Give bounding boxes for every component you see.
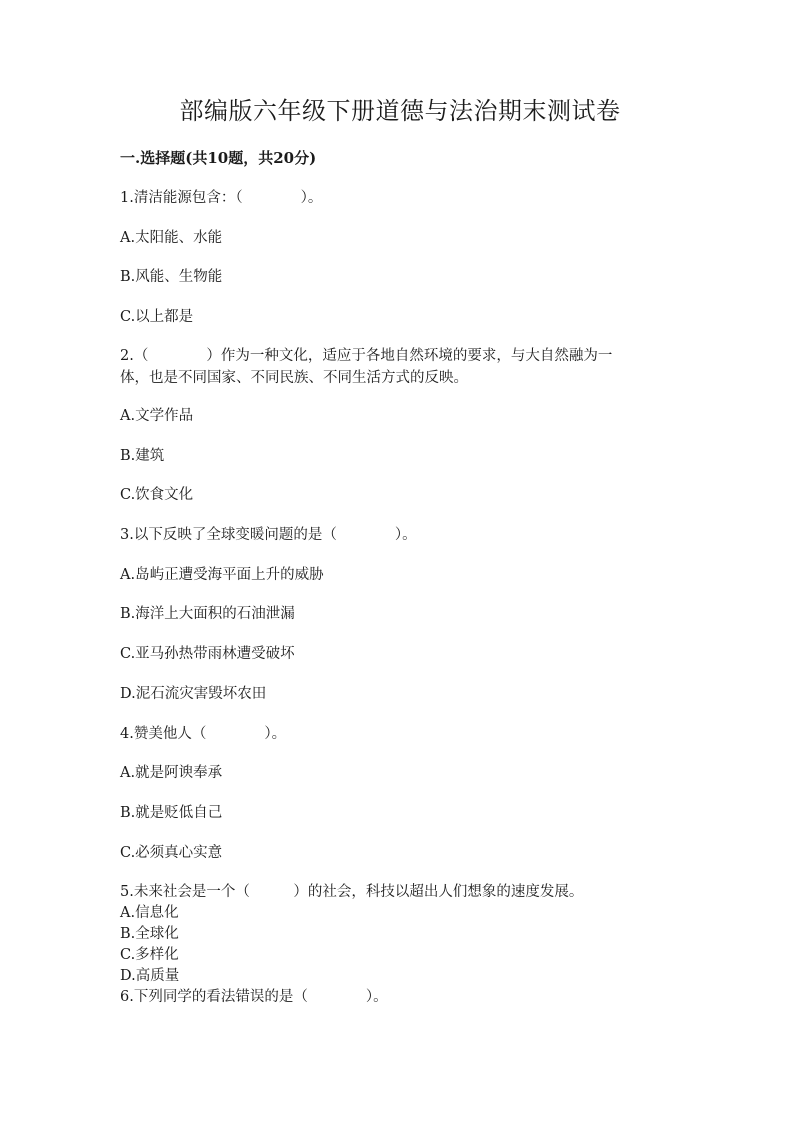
question-5-option-d: D.高质量 — [120, 968, 180, 984]
question-4-option-b: B.就是贬低自己 — [120, 805, 223, 821]
question-3-option-b: B.海洋上大面积的石油泄漏 — [120, 606, 295, 622]
section-heading: 一.选择题(共10题，共20分) — [120, 149, 317, 167]
question-3-option-c: C.亚马孙热带雨林遭受破坏 — [120, 646, 295, 662]
question-2-option-b: B.建筑 — [120, 448, 165, 464]
question-3-option-a: A.岛屿正遭受海平面上升的威胁 — [120, 567, 324, 583]
question-4-option-a: A.就是阿谀奉承 — [120, 765, 223, 781]
question-4-option-c: C.必须真心实意 — [120, 845, 223, 861]
question-2-stem-line-2: 体，也是不同国家、不同民族、不同生活方式的反映。 — [120, 370, 468, 386]
question-4-stem: 4.赞美他人（ ）。 — [120, 726, 287, 742]
question-5-option-b: B.全球化 — [120, 926, 179, 942]
question-1-option-a: A.太阳能、水能 — [120, 230, 223, 246]
exam-title: 部编版六年级下册道德与法治期末测试卷 — [179, 97, 621, 125]
question-2-stem-line-1: 2.（ ）作为一种文化，适应于各地自然环境的要求，与大自然融为一 — [120, 348, 613, 364]
question-1-option-b: B.风能、生物能 — [120, 269, 223, 285]
question-2-option-a: A.文学作品 — [120, 408, 194, 424]
question-5-stem: 5.未来社会是一个（ ）的社会，科技以超出人们想象的速度发展。 — [120, 884, 584, 900]
question-5-option-c: C.多样化 — [120, 947, 179, 963]
question-2-option-c: C.饮食文化 — [120, 487, 194, 503]
question-3-option-d: D.泥石流灾害毁坏农田 — [120, 686, 267, 702]
question-6-stem: 6.下列同学的看法错误的是（ ）。 — [120, 989, 388, 1005]
question-1-option-c: C.以上都是 — [120, 309, 194, 325]
question-5-option-a: A.信息化 — [120, 905, 179, 921]
question-3-stem: 3.以下反映了全球变暖问题的是（ ）。 — [120, 527, 417, 543]
question-1-stem: 1.清洁能源包含：（ ）。 — [120, 190, 323, 206]
